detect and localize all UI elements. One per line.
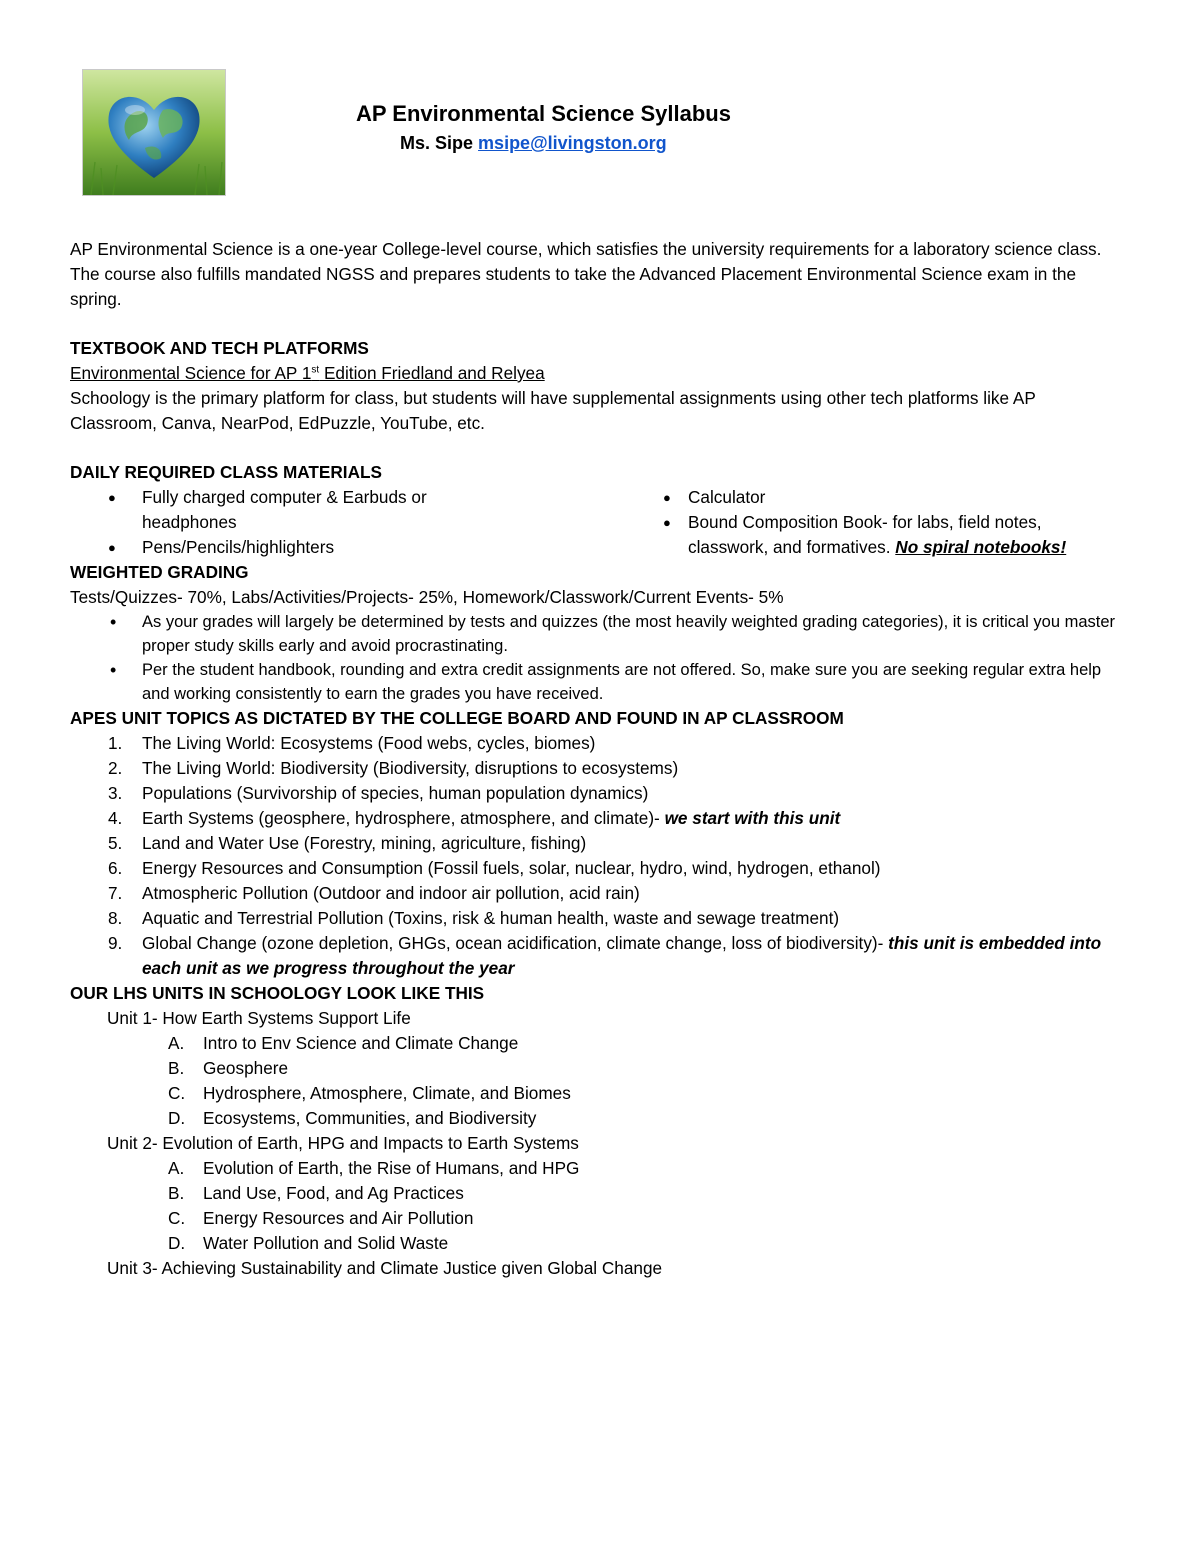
grading-weights: Tests/Quizzes- 70%, Labs/Activities/Projects- 25%, Homework/Classwork/Current Events- 5%: [70, 587, 784, 607]
list-item: 6. Energy Resources and Consumption (Fossil fuels, solar, nuclear, hydro, wind, hydrogen, ethanol): [108, 858, 881, 878]
list-item: [630, 510, 1080, 560]
materials-list-right: [630, 485, 1080, 560]
units-outline: [70, 1006, 1120, 1281]
list-item: 1. The Living World: Ecosystems (Food webs, cycles, biomes): [108, 733, 596, 753]
unit-title: Unit 3- Achieving Sustainability and Climate Justice given Global Change: [107, 1258, 663, 1278]
textbook-title: [70, 361, 1120, 386]
list-item: B. Land Use, Food, and Ag Practices: [168, 1183, 464, 1203]
unit-sublist: [70, 1156, 1120, 1256]
earth-heart-icon: [82, 69, 226, 196]
unit-title: Unit 1- How Earth Systems Support Life: [107, 1008, 411, 1028]
list-item: ● Pens/Pencils/highlighters: [70, 535, 630, 560]
start-unit-note: we start with this unit: [664, 808, 841, 828]
embedded-unit-note: this unit is embedded into each unit as we progress throughout the year: [142, 933, 1102, 978]
list-item: 4. Earth Systems (geosphere, hydrosphere, atmosphere, and climate)- we start with this unit: [108, 808, 841, 828]
composition-book-text: Bound Composition Book- for labs, field notes, classwork, and formatives.: [688, 512, 1042, 557]
page-title: AP Environmental Science Syllabus: [356, 101, 731, 126]
textbook-heading: TEXTBOOK AND TECH PLATFORMS: [70, 338, 369, 358]
textbook-title-sup: st: [311, 364, 320, 376]
intro-paragraph: AP Environmental Science is a one-year College-level course, which satisfies the university requirements for a laboratory science class. The course also fulfills mandated NGSS and prepares students to take the Advanced Placement Environmental Science exam in the spring.: [70, 239, 1102, 309]
list-item: ● Calculator: [630, 485, 1080, 510]
teacher-name: Ms. Sipe: [400, 133, 474, 153]
list-item: D. Ecosystems, Communities, and Biodiversity: [168, 1108, 537, 1128]
grading-notes: [70, 610, 1120, 706]
list-item: 7. Atmospheric Pollution (Outdoor and indoor air pollution, acid rain): [108, 883, 640, 903]
list-item: • Per the student handbook, rounding and extra credit assignments are not offered. So, make sure you are seeking regular extra help and working consistently to earn the grades you have received.: [70, 658, 1120, 706]
list-item: C. Energy Resources and Air Pollution: [168, 1208, 474, 1228]
units-heading: OUR LHS UNITS IN SCHOOLOGY LOOK LIKE THIS: [70, 983, 485, 1003]
topics-heading: APES UNIT TOPICS AS DICTATED BY THE COLLEGE BOARD AND FOUND IN AP CLASSROOM: [70, 708, 844, 728]
list-item: 2. The Living World: Biodiversity (Biodiversity, disruptions to ecosystems): [108, 758, 679, 778]
list-item: A. Evolution of Earth, the Rise of Humans, and HPG: [168, 1158, 580, 1178]
list-item: 9. Global Change (ozone depletion, GHGs, ocean acidification, climate change, loss of biodiversity)- this unit is embedded into each unit as we progress throughout the year: [108, 933, 1102, 978]
no-spiral-note: No spiral notebooks!: [895, 537, 1067, 557]
materials-list-left: [70, 485, 630, 560]
textbook-title-suffix: Edition Friedland and Relyea: [319, 363, 545, 383]
unit-sublist: [70, 1031, 1120, 1131]
list-item: A. Intro to Env Science and Climate Change: [168, 1033, 519, 1053]
list-item: B. Geosphere: [168, 1058, 289, 1078]
syllabus-body: [70, 237, 1120, 1281]
materials-heading: DAILY REQUIRED CLASS MATERIALS: [70, 462, 382, 482]
teacher-email-link[interactable]: msipe@livingston.org: [478, 133, 667, 153]
teacher-line: [400, 133, 667, 154]
textbook-title-prefix: Environmental Science for AP 1: [70, 363, 312, 383]
list-item: C. Hydrosphere, Atmosphere, Climate, and Biomes: [168, 1083, 571, 1103]
list-item: • As your grades will largely be determined by tests and quizzes (the most heavily weighted grading categories), it is critical you master proper study skills early and avoid procrastinating.: [70, 610, 1120, 658]
list-item: 5. Land and Water Use (Forestry, mining, agriculture, fishing): [108, 833, 587, 853]
unit-title: Unit 2- Evolution of Earth, HPG and Impacts to Earth Systems: [107, 1133, 579, 1153]
topics-list: [70, 731, 1120, 981]
platforms-paragraph: Schoology is the primary platform for class, but students will have supplemental assignments using other tech platforms like AP Classroom, Canva, NearPod, EdPuzzle, YouTube, etc.: [70, 388, 1036, 433]
materials-columns: [70, 485, 1120, 560]
list-item: 8. Aquatic and Terrestrial Pollution (Toxins, risk & human health, waste and sewage treatment): [108, 908, 840, 928]
list-item: 3. Populations (Survivorship of species, human population dynamics): [108, 783, 649, 803]
grading-heading: WEIGHTED GRADING: [70, 562, 249, 582]
list-item: ● Fully charged computer & Earbuds or headphones: [70, 485, 630, 535]
list-item: D. Water Pollution and Solid Waste: [168, 1233, 449, 1253]
